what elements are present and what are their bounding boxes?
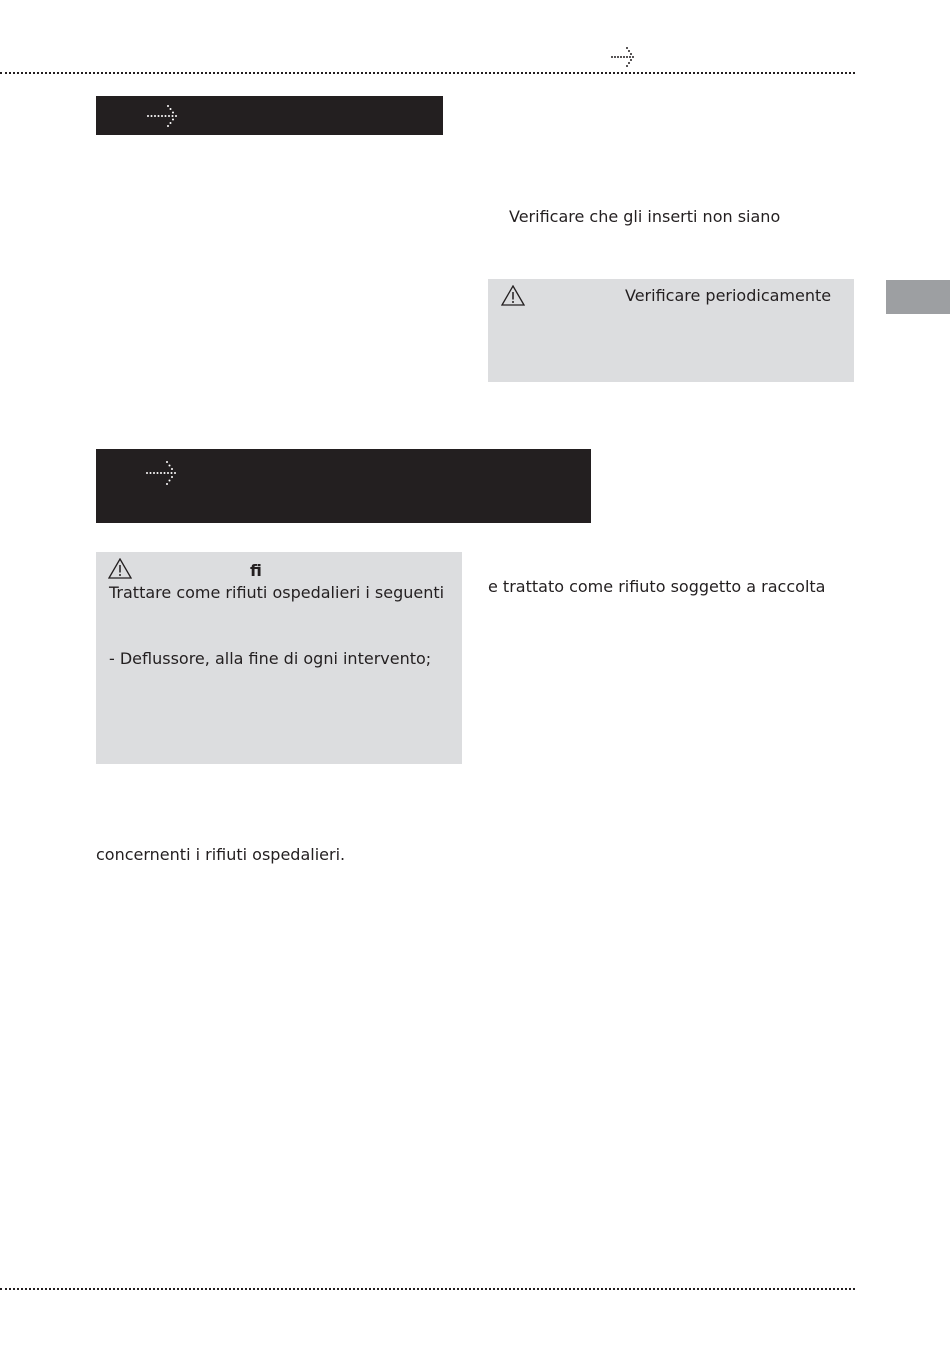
warning-triangle-icon [108, 558, 132, 579]
hospital-waste-warning-box [96, 552, 462, 764]
warning-triangle-icon [501, 285, 525, 306]
dotted-arrow-icon [146, 460, 178, 486]
dotted-arrow-icon [147, 104, 179, 128]
bottom-divider [0, 1288, 855, 1290]
waste-list-item: - Deflussore, alla fine di ogni intervento; [109, 649, 432, 668]
section-header-bar [96, 96, 443, 135]
waste-collection-text: e trattato come rifiuto soggetto a raccolta [488, 577, 826, 596]
periodic-check-warning-box [488, 279, 854, 382]
side-chapter-tab [886, 280, 950, 314]
warning-heading-fragment: fi [250, 561, 262, 580]
inserts-check-text: Verificare che gli inserti non siano [509, 207, 781, 226]
top-divider [0, 72, 855, 74]
section-header-bar-2 [96, 449, 591, 523]
waste-instruction-line: Trattare come rifiuti ospedalieri i seguenti [109, 583, 445, 602]
hospital-waste-regulations-text: concernenti i rifiuti ospedalieri. [96, 845, 346, 864]
dotted-arrow-icon [611, 46, 637, 68]
periodic-check-text: Verificare periodicamente [625, 286, 832, 305]
